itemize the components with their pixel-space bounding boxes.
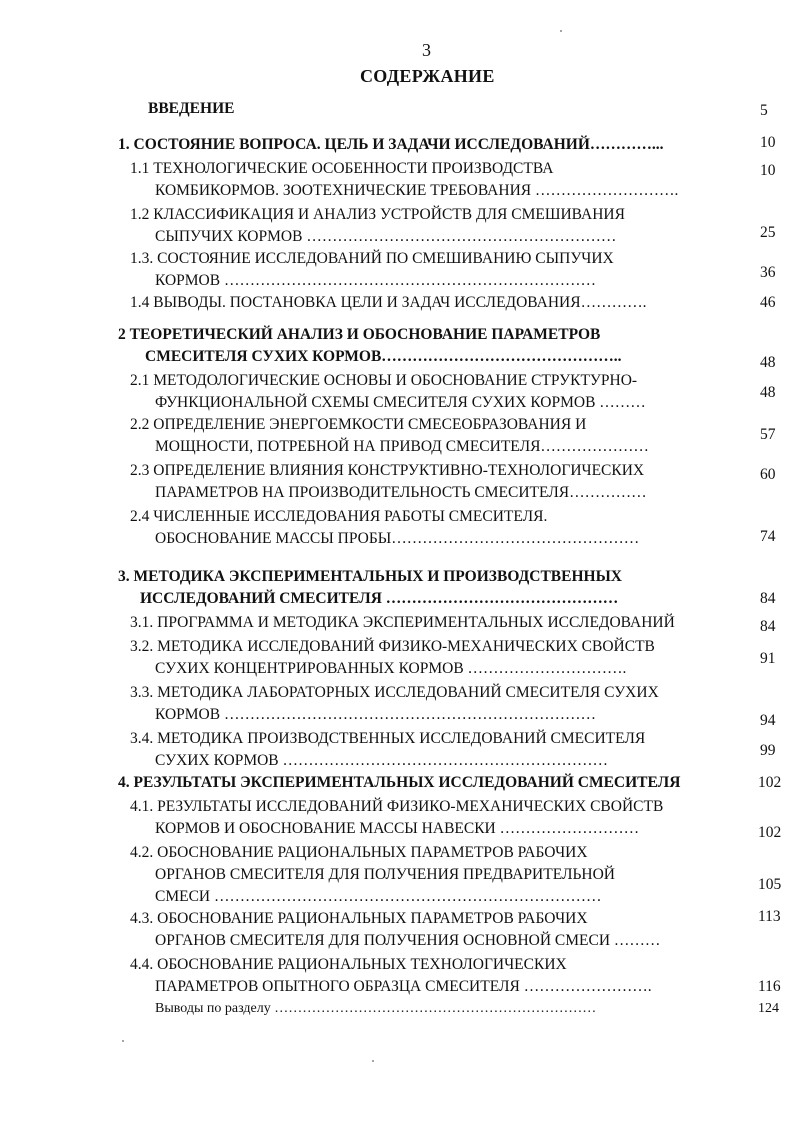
toc-entry-line: 2.2 ОПРЕДЕЛЕНИЕ ЭНЕРГОЕМКОСТИ СМЕСЕОБРАЗОВАНИЯ И	[130, 416, 587, 433]
toc-entry-line: МОЩНОСТИ, ПОТРЕБНОЙ НА ПРИВОД СМЕСИТЕЛЯ…………………	[155, 438, 649, 455]
toc-entry-line: 3.3. МЕТОДИКА ЛАБОРАТОРНЫХ ИССЛЕДОВАНИЙ СМЕСИТЕЛЯ СУХИХ	[130, 684, 659, 701]
toc-page-number: 84	[760, 590, 776, 607]
toc-page-number: 116	[758, 978, 781, 995]
toc-entry-line: 3. МЕТОДИКА ЭКСПЕРИМЕНТАЛЬНЫХ И ПРОИЗВОДСТВЕННЫХ	[118, 568, 622, 585]
toc-page-number: 46	[760, 294, 776, 311]
toc-page-number: 102	[758, 774, 782, 791]
toc-page-number: 25	[760, 224, 776, 241]
toc-entry-line: 4.4. ОБОСНОВАНИЕ РАЦИОНАЛЬНЫХ ТЕХНОЛОГИЧЕСКИХ	[130, 956, 567, 973]
toc-page-number: 48	[760, 384, 776, 401]
toc-page-number: 74	[760, 528, 776, 545]
scan-speck	[122, 1040, 124, 1042]
toc-entry-line: 4. РЕЗУЛЬТАТЫ ЭКСПЕРИМЕНТАЛЬНЫХ ИССЛЕДОВАНИЙ СМЕСИТЕЛЯ	[118, 774, 681, 791]
toc-entry-line: СУХИХ КОРМОВ ………………………………………………………	[155, 752, 609, 769]
toc-entry-line: ПАРАМЕТРОВ ОПЫТНОГО ОБРАЗЦА СМЕСИТЕЛЯ …………………….	[155, 978, 652, 995]
toc-page-number: 57	[760, 426, 776, 443]
toc-page-number: 10	[760, 134, 776, 151]
toc-entry-line: ОРГАНОВ СМЕСИТЕЛЯ ДЛЯ ПОЛУЧЕНИЯ ПРЕДВАРИТЕЛЬНОЙ	[155, 866, 615, 883]
toc-entry-line: 2.4 ЧИСЛЕННЫЕ ИССЛЕДОВАНИЯ РАБОТЫ СМЕСИТЕЛЯ.	[130, 508, 548, 525]
toc-entry-line: 4.3. ОБОСНОВАНИЕ РАЦИОНАЛЬНЫХ ПАРАМЕТРОВ РАБОЧИХ	[130, 910, 588, 927]
toc-entry-line: ИССЛЕДОВАНИЙ СМЕСИТЕЛЯ ………………………………………	[140, 590, 619, 607]
toc-entry-line: СМЕСИ …………………………………………………………………	[155, 888, 602, 905]
toc-entry-line: КОМБИКОРМОВ. ЗООТЕХНИЧЕСКИЕ ТРЕБОВАНИЯ ……………………….	[155, 182, 679, 199]
toc-entry-line: 1.3. СОСТОЯНИЕ ИССЛЕДОВАНИЙ ПО СМЕШИВАНИЮ СЫПУЧИХ	[130, 250, 614, 267]
toc-entry-line: 1.2 КЛАССИФИКАЦИЯ И АНАЛИЗ УСТРОЙСТВ ДЛЯ СМЕШИВАНИЯ	[130, 206, 625, 223]
scan-speck	[372, 1060, 374, 1062]
toc-entry-line: СЫПУЧИХ КОРМОВ ……………………………………………………	[155, 228, 617, 245]
toc-entry-line: 3.1. ПРОГРАММА И МЕТОДИКА ЭКСПЕРИМЕНТАЛЬНЫХ ИССЛЕДОВАНИЙ	[130, 614, 675, 631]
toc-page-number: 48	[760, 354, 776, 371]
toc-entry-line: 4.2. ОБОСНОВАНИЕ РАЦИОНАЛЬНЫХ ПАРАМЕТРОВ РАБОЧИХ	[130, 844, 588, 861]
toc-entry-line: Выводы по разделу ……………………………………………………………	[155, 1001, 597, 1016]
toc-page-number: 113	[758, 908, 781, 925]
toc-entry-line: 3.4. МЕТОДИКА ПРОИЗВОДСТВЕННЫХ ИССЛЕДОВАНИЙ СМЕСИТЕЛЯ	[130, 730, 646, 747]
toc-entry-line: СУХИХ КОНЦЕНТРИРОВАННЫХ КОРМОВ ………………………….	[155, 660, 627, 677]
toc-page-number: 10	[760, 162, 776, 179]
toc-page-number: 105	[758, 876, 782, 893]
toc-entry-line: ОРГАНОВ СМЕСИТЕЛЯ ДЛЯ ПОЛУЧЕНИЯ ОСНОВНОЙ СМЕСИ ………	[155, 932, 661, 949]
page-number: 3	[422, 40, 431, 60]
toc-entry-line: КОРМОВ ………………………………………………………………	[155, 272, 596, 289]
toc-entry-line: 1.4 ВЫВОДЫ. ПОСТАНОВКА ЦЕЛИ И ЗАДАЧ ИССЛЕДОВАНИЯ………….	[130, 294, 647, 311]
toc-entry-line: 1.1 ТЕХНОЛОГИЧЕСКИЕ ОСОБЕННОСТИ ПРОИЗВОДСТВА	[130, 160, 554, 177]
toc-entry-line: 4.1. РЕЗУЛЬТАТЫ ИССЛЕДОВАНИЙ ФИЗИКО-МЕХАНИЧЕСКИХ СВОЙСТВ	[130, 798, 664, 815]
toc-page-number: 94	[760, 712, 776, 729]
toc-entry-line: ВВЕДЕНИЕ	[148, 100, 235, 117]
scan-speck	[560, 30, 562, 32]
toc-entry-line: 1. СОСТОЯНИЕ ВОПРОСА. ЦЕЛЬ И ЗАДАЧИ ИССЛЕДОВАНИЙ…………...	[118, 136, 664, 153]
toc-entry-line: 3.2. МЕТОДИКА ИССЛЕДОВАНИЙ ФИЗИКО-МЕХАНИЧЕСКИХ СВОЙСТВ	[130, 638, 655, 655]
toc-entry-line: ОБОСНОВАНИЕ МАССЫ ПРОБЫ…………………………………………	[155, 530, 640, 547]
toc-entry-line: КОРМОВ ………………………………………………………………	[155, 706, 596, 723]
toc-page-number: 5	[760, 102, 768, 119]
toc-page-number: 91	[760, 650, 776, 667]
page-title: СОДЕРЖАНИЕ	[360, 66, 495, 86]
toc-entry-line: 2.3 ОПРЕДЕЛЕНИЕ ВЛИЯНИЯ КОНСТРУКТИВНО-ТЕХНОЛОГИЧЕСКИХ	[130, 462, 645, 479]
toc-entry-line: 2.1 МЕТОДОЛОГИЧЕСКИЕ ОСНОВЫ И ОБОСНОВАНИЕ СТРУКТУРНО-	[130, 372, 638, 389]
toc-entry-line: ПАРАМЕТРОВ НА ПРОИЗВОДИТЕЛЬНОСТЬ СМЕСИТЕЛЯ……………	[155, 484, 647, 501]
toc-page-number: 99	[760, 742, 776, 759]
toc-page-number: 102	[758, 824, 782, 841]
toc-entry-line: СМЕСИТЕЛЯ СУХИХ КОРМОВ………………………………………..	[145, 348, 622, 365]
toc-entry-line: КОРМОВ И ОБОСНОВАНИЕ МАССЫ НАВЕСКИ ………………………	[155, 820, 640, 837]
toc-page-number: 84	[760, 618, 776, 635]
toc-page-number: 60	[760, 466, 776, 483]
toc-entry-line: ФУНКЦИОНАЛЬНОЙ СХЕМЫ СМЕСИТЕЛЯ СУХИХ КОРМОВ ………	[155, 394, 646, 411]
toc-entry-line: 2 ТЕОРЕТИЧЕСКИЙ АНАЛИЗ И ОБОСНОВАНИЕ ПАРАМЕТРОВ	[118, 326, 601, 343]
toc-page-number: 124	[758, 1001, 779, 1016]
toc-page-number: 36	[760, 264, 776, 281]
